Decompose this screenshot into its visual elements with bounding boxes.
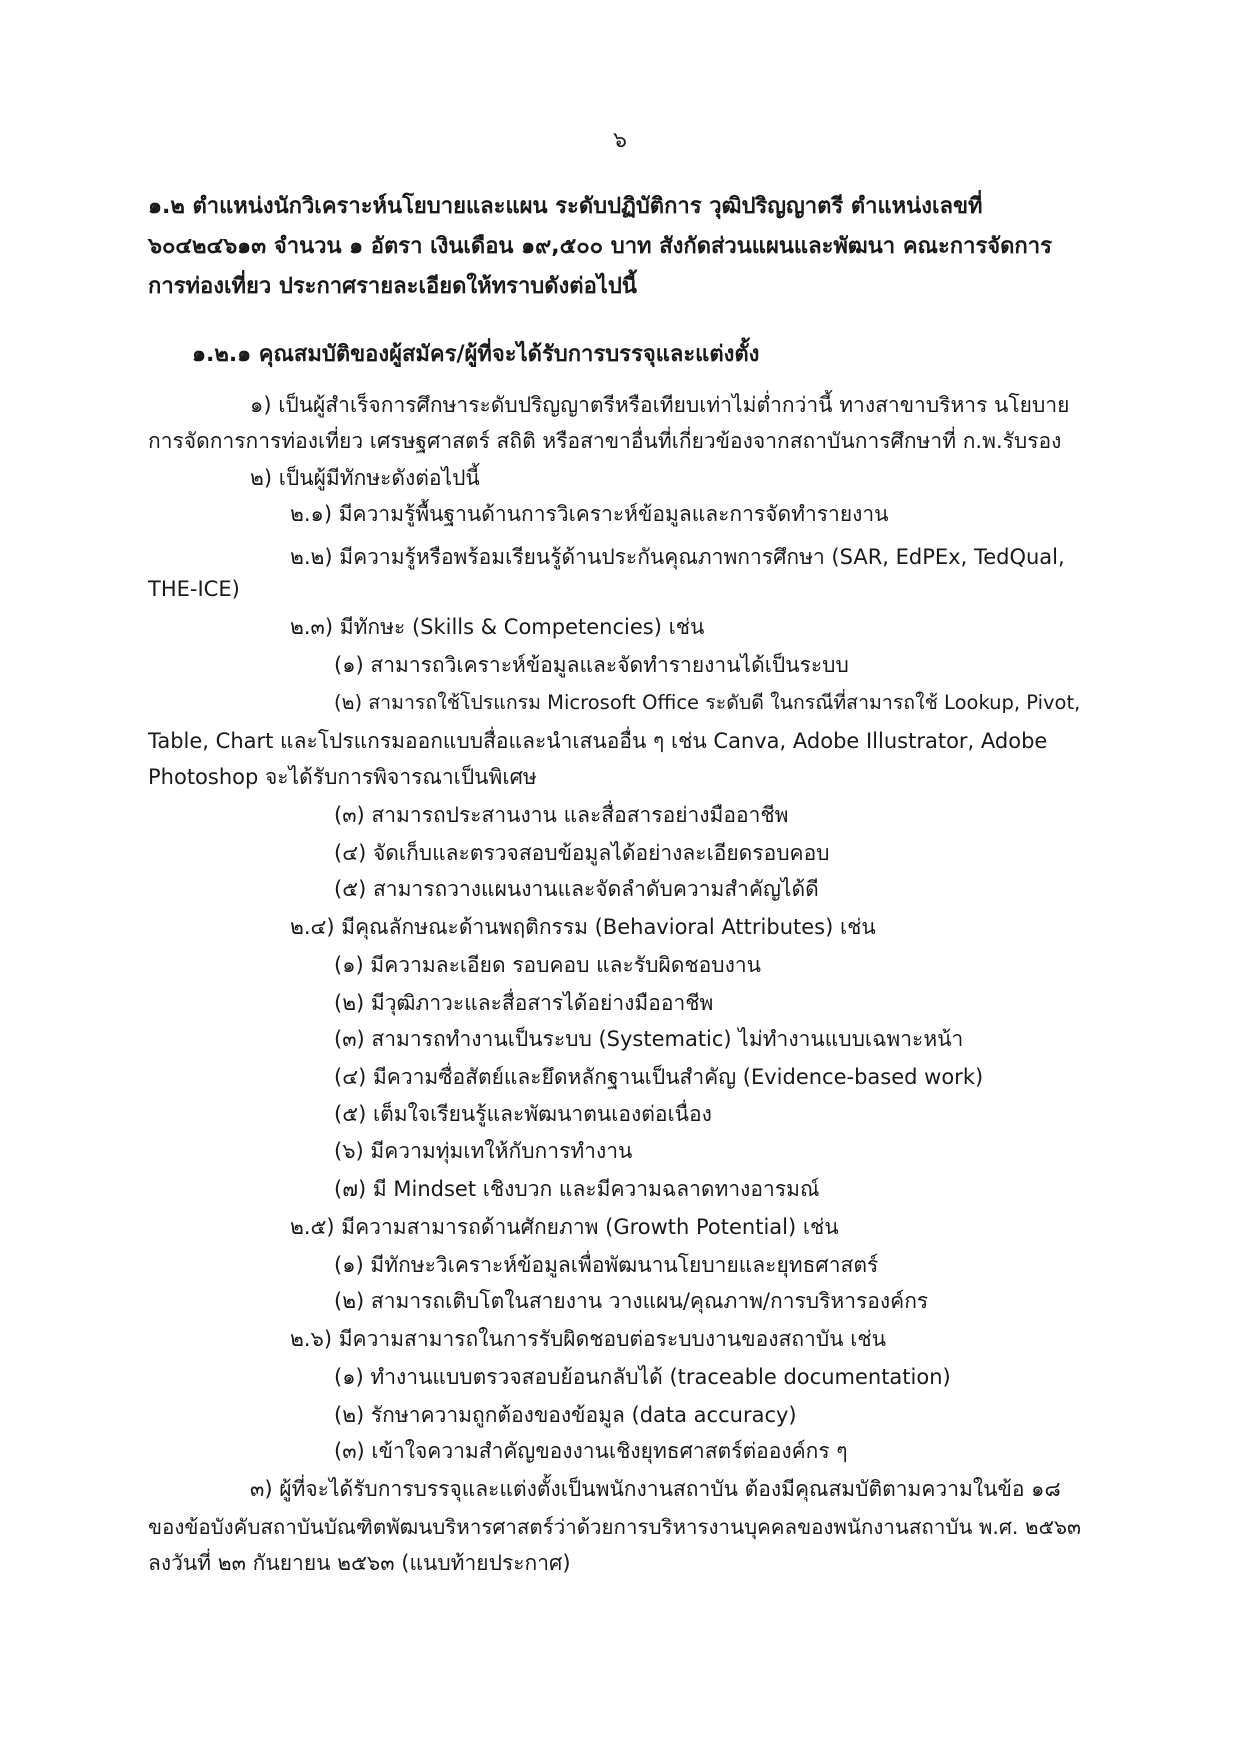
paragraph-line: ๒.๒) มีความรู้หรือพร้อมเรียนรู้ด้านประกันคุณภาพการศึกษา (SAR, EdPEx, TedQual, [290,545,1065,569]
list-item: (๓) เข้าใจความสำคัญของงานเชิงยุทธศาสตร์ต่อองค์กร ๆ [334,1439,848,1463]
list-item: (๖) มีความทุ่มเทให้กับการทำงาน [334,1139,633,1163]
list-item: (๔) จัดเก็บและตรวจสอบข้อมูลได้อย่างละเอียดรอบคอบ [334,841,830,865]
section-heading-line-1: ๑.๒ ตำแหน่งนักวิเคราะห์นโยบายและแผน ระดับปฏิบัติการ วุฒิปริญญาตรี ตำแหน่งเลขที่ [148,194,983,219]
list-item: (๓) สามารถประสานงาน และสื่อสารอย่างมืออาชีพ [334,803,789,827]
subsection-heading: ๑.๒.๑ คุณสมบัติของผู้สมัคร/ผู้ที่จะได้รับการบรรจุและแต่งตั้ง [192,342,760,367]
list-item: (๒) มีวุฒิภาวะและสื่อสารได้อย่างมืออาชีพ [334,991,714,1015]
list-item: (๓) สามารถทำงานเป็นระบบ (Systematic) ไม่ทำงานแบบเฉพาะหน้า [334,1027,964,1051]
paragraph-line: Table, Chart และโปรแกรมออกแบบสื่อและนำเสนออื่น ๆ เช่น Canva, Adobe Illustrator, Adobe [148,729,1048,753]
list-item: (๑) ทำงานแบบตรวจสอบย้อนกลับได้ (traceable documentation) [334,1365,951,1389]
paragraph-line: ๓) ผู้ที่จะได้รับการบรรจุและแต่งตั้งเป็นพนักงานสถาบัน ต้องมีคุณสมบัติตามความในข้อ ๑๘ [250,1477,1061,1501]
paragraph-line: ๒) เป็นผู้มีทักษะดังต่อไปนี้ [250,466,480,490]
paragraph-line: ๒.๑) มีความรู้พื้นฐานด้านการวิเคราะห์ข้อมูลและการจัดทำรายงาน [290,502,889,526]
paragraph-line: ๒.๓) มีทักษะ (Skills & Competencies) เช่น [290,615,705,639]
list-item: (๒) สามารถเติบโตในสายงาน วางแผน/คุณภาพ/การบริหารองค์กร [334,1289,929,1313]
paragraph-line: ๒.๕) มีความสามารถด้านศักยภาพ (Growth Potential) เช่น [290,1215,839,1239]
list-item: (๗) มี Mindset เชิงบวก และมีความฉลาดทางอารมณ์ [334,1177,820,1201]
list-item: (๒) รักษาความถูกต้องของข้อมูล (data accuracy) [334,1403,797,1427]
paragraph-line: ๒.๖) มีความสามารถในการรับผิดชอบต่อระบบงานของสถาบัน เช่น [290,1327,886,1351]
paragraph-line: ลงวันที่ ๒๓ กันยายน ๒๕๖๓ (แนบท้ายประกาศ) [148,1551,571,1575]
section-heading-line-3: การท่องเที่ยว ประกาศรายละเอียดให้ทราบดังต่อไปนี้ [148,274,637,299]
list-item: (๑) มีความละเอียด รอบคอบ และรับผิดชอบงาน [334,953,761,977]
paragraph-line: THE-ICE) [148,577,240,601]
list-item: (๑) มีทักษะวิเคราะห์ข้อมูลเพื่อพัฒนานโยบายและยุทธศาสตร์ [334,1253,879,1277]
list-item: (๑) สามารถวิเคราะห์ข้อมูลและจัดทำรายงานได้เป็นระบบ [334,653,849,677]
list-item: (๕) สามารถวางแผนงานและจัดลำดับความสำคัญได้ดี [334,877,819,901]
paragraph-line: ของข้อบังคับสถาบันบัณฑิตพัฒนบริหารศาสตร์ว่าด้วยการบริหารงานบุคคลของพนักงานสถาบัน พ.ศ. ๒๕๖๓ [148,1515,1082,1539]
paragraph-line: ๒.๔) มีคุณลักษณะด้านพฤติกรรม (Behavioral Attributes) เช่น [290,915,876,939]
paragraph-line: การจัดการการท่องเที่ยว เศรษฐศาสตร์ สถิติ หรือสาขาอื่นที่เกี่ยวข้องจากสถาบันการศึกษาที่ ก.พ.รับรอง [148,429,1062,453]
list-item: (๔) มีความซื่อสัตย์และยึดหลักฐานเป็นสำคัญ (Evidence-based work) [334,1065,984,1089]
section-heading-line-2: ๖๐๔๒๔๖๑๓ จำนวน ๑ อัตรา เงินเดือน ๑๙,๕๐๐ บาท สังกัดส่วนแผนและพัฒนา คณะการจัดการ [148,234,1052,259]
paragraph-line: ๑) เป็นผู้สำเร็จการศึกษาระดับปริญญาตรีหรือเทียบเท่าไม่ต่ำกว่านี้ ทางสาขาบริหาร นโยบาย [250,393,1070,417]
paragraph-line: Photoshop จะได้รับการพิจารณาเป็นพิเศษ [148,765,537,789]
page-number: ๖ [613,128,627,153]
list-item: (๕) เต็มใจเรียนรู้และพัฒนาตนเองต่อเนื่อง [334,1102,712,1126]
list-item: (๒) สามารถใช้โปรแกรม Microsoft Office ระดับดี ในกรณีที่สามารถใช้ Lookup, Pivot, [334,691,1081,714]
